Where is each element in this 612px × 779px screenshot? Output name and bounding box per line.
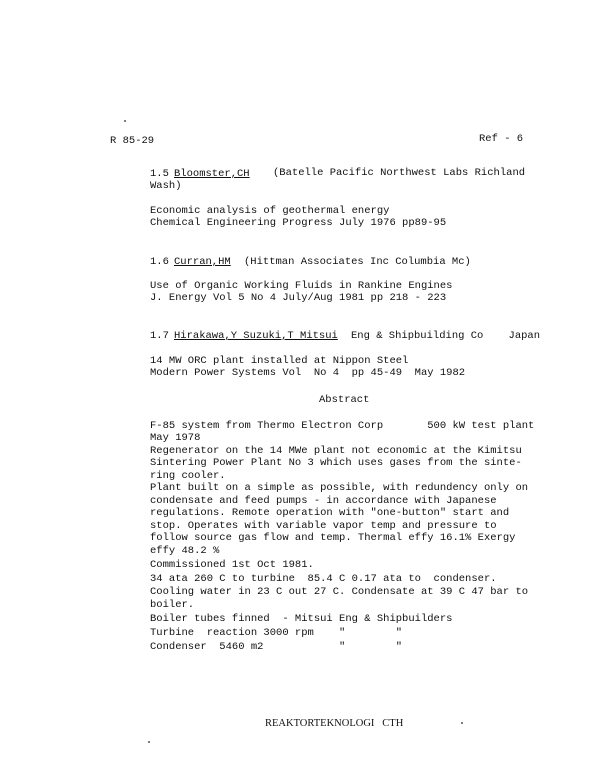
abstract-line: Condenser 5460 m2 " " (150, 641, 403, 653)
abstract-line: Turbine reaction 3000 rpm " " (150, 627, 403, 639)
ref-1-6-number: 1.6 (150, 256, 169, 268)
ref-1-6-affiliation: (Hittman Associates Inc Columbia Mc) (244, 256, 471, 268)
abstract-line: F-85 system from Thermo Electron Corp 500 kW test plant (150, 420, 535, 432)
ref-1-5-title: Economic analysis of geothermal energy (150, 205, 390, 217)
abstract-line: Boiler tubes finned - Mitsui Eng & Shipbuilders (150, 613, 453, 625)
ref-1-7-title: 14 MW ORC plant installed at Nippon Steel (150, 355, 409, 367)
ref-1-7-affiliation: Eng & Shipbuilding Co Japan (351, 330, 541, 342)
abstract-line: boiler. (150, 599, 195, 611)
ref-1-5-author: Bloomster,CH (174, 168, 250, 180)
ref-1-7-source: Modern Power Systems Vol No 4 pp 45-49 May 1982 (150, 367, 466, 379)
report-number: R 85-29 (110, 135, 155, 147)
ref-1-5-number: 1.5 (150, 168, 169, 180)
abstract-line: effy 48.2 % (150, 545, 220, 557)
abstract-line: Commissioned 1st Oct 1981. (150, 559, 314, 571)
ref-1-5-affiliation: (Batelle Pacific Northwest Labs Richland (273, 167, 526, 179)
abstract-line: ring cooler. (150, 470, 226, 482)
ref-1-7-author: Hirakawa,Y Suzuki,T Mitsui (174, 330, 338, 342)
footer-institution: REAKTORTEKNOLOGI CTH (265, 718, 404, 729)
abstract-line: Plant built on a simple as possible, with redundency only on (150, 482, 529, 494)
abstract-line: May 1978 (150, 432, 201, 444)
ref-1-6-title: Use of Organic Working Fluids in Rankine Engines (150, 280, 453, 292)
ref-1-5-affiliation-cont: Wash) (150, 180, 182, 192)
ref-1-7-number: 1.7 (150, 330, 169, 342)
scan-speck (124, 120, 126, 122)
abstract-line: stop. Operates with variable vapor temp and pressure to (150, 520, 497, 532)
abstract-line: 34 ata 260 C to turbine 85.4 C 0.17 ata to condenser. (150, 573, 497, 585)
abstract-line: Cooling water in 23 C out 27 C. Condensate at 39 C 47 bar to (150, 586, 529, 598)
scan-speck (148, 741, 150, 743)
abstract-line: Regenerator on the 14 MWe plant not economic at the Kimitsu (150, 445, 522, 457)
ref-1-6-author: Curran,HM (174, 256, 231, 268)
abstract-line: follow source gas flow and temp. Thermal effy 16.1% Exergy (150, 532, 516, 544)
scan-speck (461, 722, 463, 724)
abstract-line: condensate and feed pumps - in accordance with Japanese (150, 495, 497, 507)
ref-1-6-source: J. Energy Vol 5 No 4 July/Aug 1981 pp 218 - 223 (150, 292, 447, 304)
abstract-line: regulations. Remote operation with "one-button" start and (150, 507, 510, 519)
abstract-heading: Abstract (319, 394, 370, 406)
ref-1-5-source: Chemical Engineering Progress July 1976 pp89-95 (150, 217, 447, 229)
reference-number: Ref - 6 (479, 133, 524, 145)
abstract-line: Sintering Power Plant No 3 which uses gases from the sinte- (150, 457, 522, 469)
